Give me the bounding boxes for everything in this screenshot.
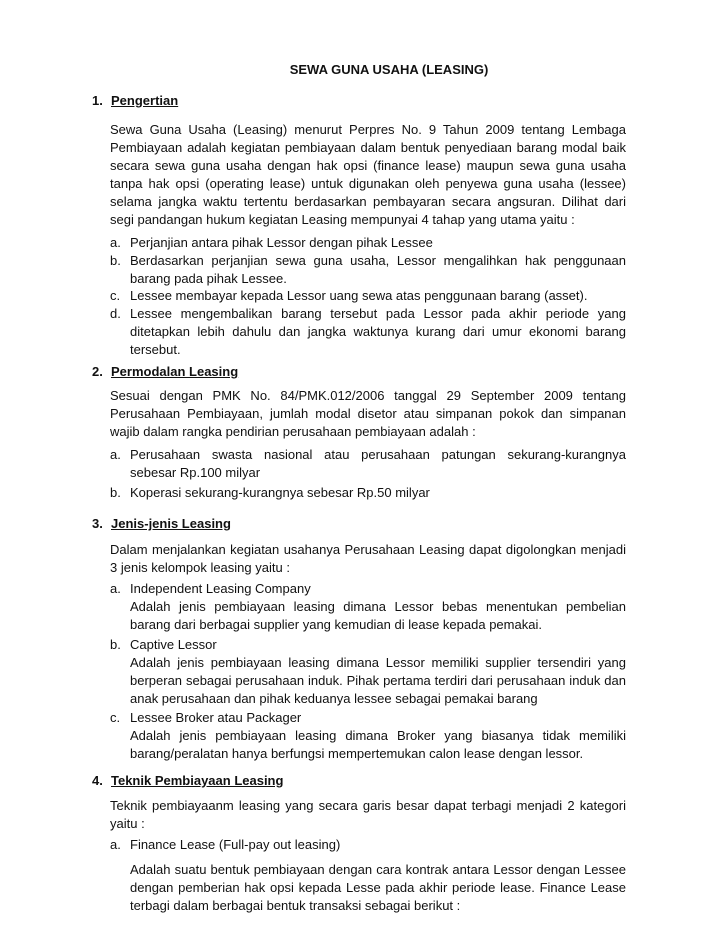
- list-marker: a.: [110, 581, 121, 596]
- list-item-text: Koperasi sekurang-kurangnya sebesar Rp.50 milyar: [130, 485, 430, 500]
- document-title: SEWA GUNA USAHA (LEASING): [289, 62, 489, 77]
- list-marker: c.: [110, 288, 121, 303]
- leasing-type-description: Adalah jenis pembiayaan leasing dimana Lessor bebas menentukan pembelian barang dari berbagai supplier yang kemudian di lease kepada pemakai.: [130, 599, 626, 632]
- list-item: [110, 484, 626, 502]
- section-title: Permodalan Leasing: [111, 364, 239, 379]
- list-marker: b.: [110, 637, 121, 652]
- list-marker: a.: [110, 447, 121, 462]
- section-number: 2.: [92, 364, 103, 379]
- leasing-technique-name: Finance Lease (Full-pay out leasing): [130, 837, 341, 852]
- list-marker: a.: [110, 837, 121, 852]
- section-title: Pengertian: [111, 93, 179, 108]
- section-title: Jenis-jenis Leasing: [111, 516, 231, 531]
- list-item: [110, 446, 626, 482]
- leasing-type-name: Lessee Broker atau Packager: [130, 710, 302, 725]
- leasing-type-name: Independent Leasing Company: [130, 581, 311, 596]
- list-marker: b.: [110, 485, 121, 500]
- list-marker: c.: [110, 710, 121, 725]
- list-item: [110, 287, 626, 305]
- list-marker: d.: [110, 306, 121, 321]
- list-item-text: Perjanjian antara pihak Lessor dengan pihak Lessee: [130, 235, 433, 250]
- section-2-paragraph: Sesuai dengan PMK No. 84/PMK.012/2006 tanggal 29 September 2009 tentang Perusahaan Pembiayaan, jumlah modal disetor atau simpanan pokok dan simpanan wajib dalam rangka pendirian perusahaan pembiayaan adalah :: [110, 388, 626, 439]
- list-item: [110, 709, 626, 763]
- list-item: [110, 234, 626, 252]
- leasing-type-description: Adalah jenis pembiayaan leasing dimana Lessor memiliki supplier tersendiri yang berperan sebagai perusahaan induk. Pihak pertama terdiri dari perusahaan induk dan anak perusahaan dan pihak keduanya lessee sebagai pemakai barang: [130, 655, 626, 706]
- list-item: [110, 580, 626, 634]
- list-item: [110, 636, 626, 708]
- section-4-heading: [92, 773, 283, 788]
- list-item-text: Perusahaan swasta nasional atau perusahaan patungan sekurang-kurangnya sebesar Rp.100 milyar: [130, 447, 626, 480]
- list-marker: b.: [110, 253, 121, 268]
- section-1-paragraph: Sewa Guna Usaha (Leasing) menurut Perpres No. 9 Tahun 2009 tentang Lembaga Pembiayaan adalah kegiatan pembiayaan dalam bentuk penyediaan barang modal baik secara sewa guna usaha dengan hak opsi (finance lease) maupun sewa guna usaha tanpa hak opsi (operating lease) untuk digunakan oleh penyewa guna usaha (lessee) selama jangka waktu tertentu berdasarkan pembayaran secara angsuran. Dilihat dari segi pandangan hukum kegiatan Leasing mempunyai 4 tahap yang utama yaitu :: [110, 122, 626, 227]
- section-number: 1.: [92, 93, 103, 108]
- list-item: [110, 305, 626, 359]
- list-item-text: Lessee mengembalikan barang tersebut pada Lessor pada akhir periode yang ditetapkan lebih dahulu dan jangka waktunya kurang dari umur ekonomi barang tersebut.: [130, 306, 626, 357]
- list-item-text: Lessee membayar kepada Lessor uang sewa atas penggunaan barang (asset).: [130, 288, 588, 303]
- list-marker: a.: [110, 235, 121, 250]
- list-item: [110, 252, 626, 288]
- leasing-type-name: Captive Lessor: [130, 637, 217, 652]
- leasing-technique-description: Adalah suatu bentuk pembiayaan dengan cara kontrak antara Lessor dengan Lessee dengan pemberian hak opsi kepada Lesse pada akhir periode lease. Finance Lease terbagi dalam berbagai bentuk transaksi sebagai berikut :: [130, 862, 626, 913]
- section-2-heading: [92, 364, 238, 379]
- section-title: Teknik Pembiayaan Leasing: [111, 773, 284, 788]
- section-number: 3.: [92, 516, 103, 531]
- section-number: 4.: [92, 773, 103, 788]
- section-1-heading: [92, 93, 178, 108]
- section-3-heading: [92, 516, 231, 531]
- list-item: [110, 836, 626, 915]
- section-3-paragraph: Dalam menjalankan kegiatan usahanya Perusahaan Leasing dapat digolongkan menjadi 3 jenis kelompok leasing yaitu :: [110, 542, 626, 575]
- list-item-text: Berdasarkan perjanjian sewa guna usaha, Lessor mengalihkan hak penggunaan barang pada pihak Lessee.: [130, 253, 626, 286]
- section-4-paragraph: Teknik pembiayaanm leasing yang secara garis besar dapat terbagi menjadi 2 kategori yaitu :: [110, 798, 626, 831]
- leasing-type-description: Adalah jenis pembiayaan leasing dimana Broker yang biasanya tidak memiliki barang/peralatan hanya berfungsi mempertemukan calon lease dengan lessor.: [130, 728, 626, 761]
